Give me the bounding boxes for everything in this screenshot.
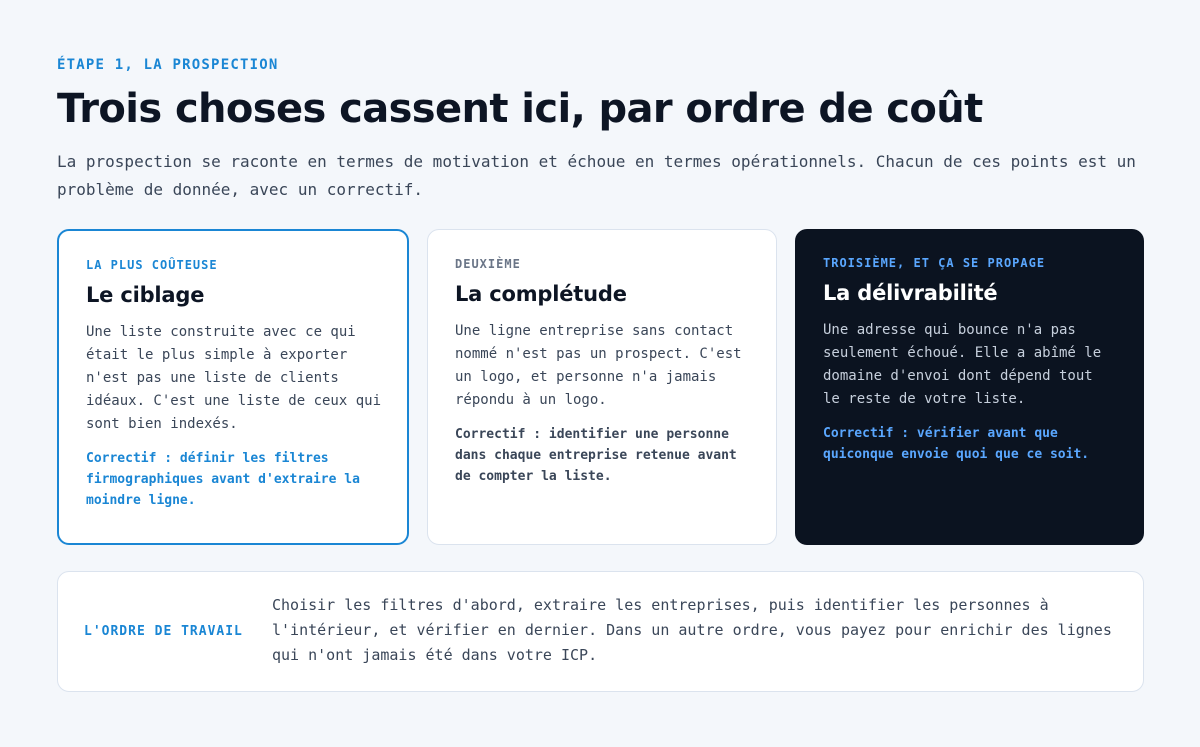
card-fix: Correctif : définir les filtres firmographiques avant d'extraire la moindre ligne.	[86, 451, 360, 508]
intro-paragraph: La prospection se raconte en termes de motivation et échoue en termes opérationnels. Chacun de ces points est un problème de donnée, avec un correctif.	[57, 152, 1136, 199]
card-body: Une adresse qui bounce n'a pas seulement échoué. Elle a abîmé le domaine d'envoi dont dépend tout le reste de votre liste.	[823, 322, 1102, 407]
card-kicker: TROISIÈME, ET ÇA SE PROPAGE	[823, 256, 1046, 270]
card-kicker: DEUXIÈME	[455, 257, 521, 271]
card-fix: Correctif : identifier une personne dans chaque entreprise retenue avant de compter la liste.	[455, 427, 737, 484]
card-body: Une liste construite avec ce qui était le plus simple à exporter n'est pas une liste de clients idéaux. C'est une liste de ceux qui sont bien indexés.	[86, 324, 382, 432]
card-completeness	[427, 229, 777, 545]
page-title: Trois choses cassent ici, par ordre de coût	[57, 86, 983, 132]
work-order-panel	[57, 571, 1144, 692]
card-deliverability	[795, 229, 1144, 545]
work-order-text: Choisir les filtres d'abord, extraire les entreprises, puis identifier les personnes à l'intérieur, et vérifier en dernier. Dans un autre ordre, vous payez pour enrichir des lignes qui n'ont jamais été dans votre ICP.	[272, 596, 1112, 664]
section-eyebrow: ÉTAPE 1, LA PROSPECTION	[57, 57, 279, 73]
card-title: Le ciblage	[86, 283, 205, 307]
card-title: La délivrabilité	[823, 281, 998, 305]
card-fix: Correctif : vérifier avant que quiconque envoie quoi que ce soit.	[823, 426, 1090, 462]
card-body: Une ligne entreprise sans contact nommé n'est pas un prospect. C'est un logo, et personne n'a jamais répondu à un logo.	[455, 323, 742, 408]
card-title: La complétude	[455, 282, 627, 306]
problem-cards	[57, 229, 1144, 545]
work-order-label: L'ORDRE DE TRAVAIL	[84, 624, 243, 639]
card-kicker: LA PLUS COÛTEUSE	[86, 258, 218, 272]
card-targeting	[57, 229, 409, 545]
